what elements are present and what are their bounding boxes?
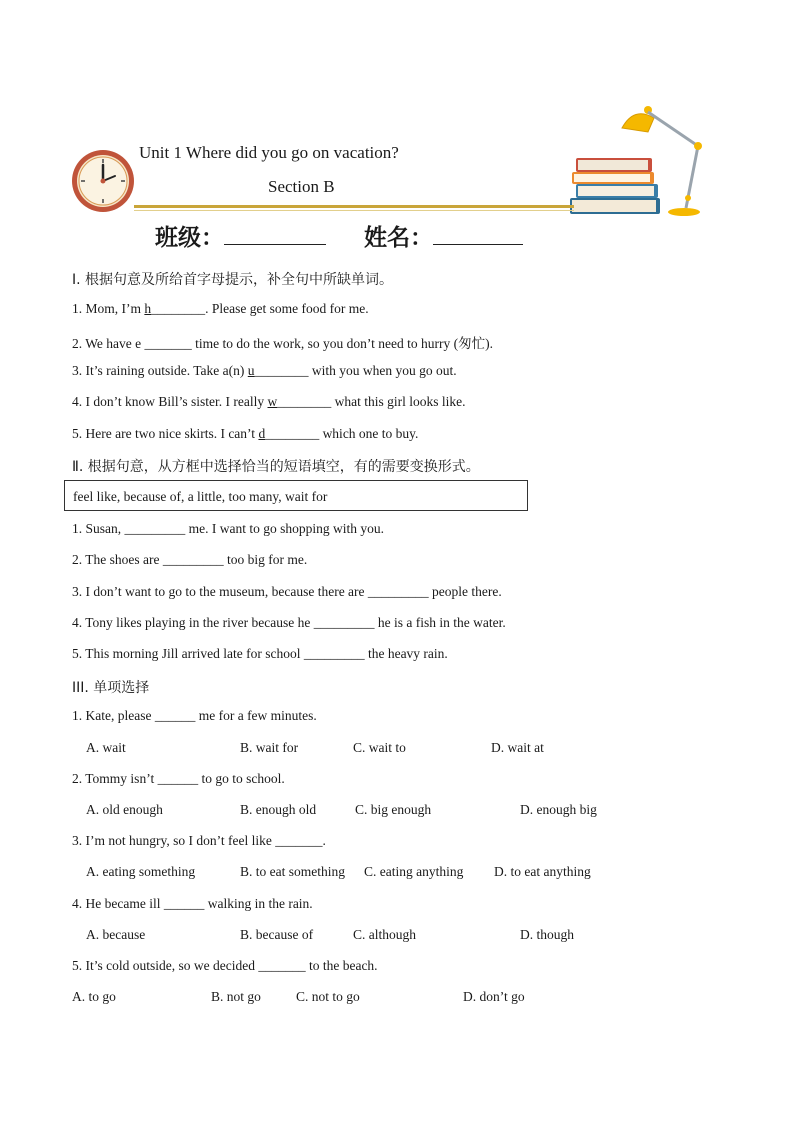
- part1-item: 3. It’s raining outside. Take a(n) u________ with you when you go out.: [72, 363, 457, 378]
- option-c[interactable]: C. not to go: [296, 989, 360, 1004]
- option-b[interactable]: B. not go: [211, 989, 261, 1004]
- header-divider: [134, 205, 574, 208]
- phrase-box: [64, 480, 528, 511]
- books-icon: [566, 154, 664, 218]
- question-stem: 4. He became ill ______ walking in the rain.: [72, 896, 313, 911]
- part1-item: 1. Mom, I’m h________. Please get some food for me.: [72, 301, 369, 316]
- option-d[interactable]: D. to eat anything: [494, 864, 591, 879]
- part2-item: 2. The shoes are _________ too big for me.: [72, 552, 308, 567]
- question-stem: 2. Tommy isn’t ______ to go to school.: [72, 771, 285, 786]
- part2-item: 4. Tony likes playing in the river because he _________ he is a fish in the water.: [72, 615, 506, 630]
- clock-icon: [70, 148, 136, 214]
- option-c[interactable]: C. big enough: [355, 802, 432, 817]
- class-label: 班级：: [155, 225, 224, 251]
- option-a[interactable]: A. because: [86, 927, 146, 942]
- part2-heading: Ⅱ. 根据句意，从方框中选择恰当的短语填空，有的需要变换形式。: [72, 459, 480, 475]
- option-d[interactable]: D. enough big: [520, 802, 597, 817]
- option-a[interactable]: A. to go: [72, 989, 116, 1004]
- part1-item: 5. Here are two nice skirts. I can’t d________ which one to buy.: [72, 426, 419, 441]
- option-d[interactable]: D. though: [520, 927, 574, 942]
- class-blank[interactable]: [224, 222, 326, 245]
- part2-item: 1. Susan, _________ me. I want to go shopping with you.: [72, 521, 384, 536]
- option-a[interactable]: A. wait: [86, 740, 126, 755]
- part2-item: 5. This morning Jill arrived late for school _________ the heavy rain.: [72, 646, 448, 661]
- part1-heading: Ⅰ. 根据句意及所给首字母提示，补全句中所缺单词。: [72, 272, 394, 288]
- header-divider-thin: [134, 210, 574, 211]
- option-c[interactable]: C. although: [353, 927, 416, 942]
- question-stem: 5. It’s cold outside, so we decided _______ to the beach.: [72, 958, 378, 973]
- part1-item: 2. We have e _______ time to do the work, so you don’t need to hurry (匆忙).: [72, 336, 493, 351]
- option-a[interactable]: A. old enough: [86, 802, 163, 817]
- class-field: [155, 219, 326, 252]
- option-b[interactable]: B. enough old: [240, 802, 317, 817]
- name-blank[interactable]: [433, 222, 523, 245]
- option-d[interactable]: D. wait at: [491, 740, 544, 755]
- phrase-list: feel like, because of, a little, too many, wait for: [73, 489, 328, 504]
- option-d[interactable]: D. don’t go: [463, 989, 525, 1004]
- page-title: Unit 1 Where did you go on vacation?: [139, 143, 399, 162]
- section-subtitle: Section B: [268, 177, 335, 196]
- question-stem: 1. Kate, please ______ me for a few minutes.: [72, 708, 317, 723]
- part2-item: 3. I don’t want to go to the museum, because there are _________ people there.: [72, 584, 502, 599]
- option-b[interactable]: B. to eat something: [240, 864, 345, 879]
- question-stem: 3. I’m not hungry, so I don’t feel like _______.: [72, 833, 326, 848]
- option-c[interactable]: C. eating anything: [364, 864, 464, 879]
- name-label: 姓名：: [364, 225, 433, 251]
- option-c[interactable]: C. wait to: [353, 740, 406, 755]
- name-field: [364, 219, 523, 252]
- part3-heading: III. 单项选择: [72, 680, 150, 696]
- option-a[interactable]: A. eating something: [86, 864, 196, 879]
- option-b[interactable]: B. wait for: [240, 740, 299, 755]
- option-b[interactable]: B. because of: [240, 927, 314, 942]
- part1-item: 4. I don’t know Bill’s sister. I really w________ what this girl looks like.: [72, 394, 466, 409]
